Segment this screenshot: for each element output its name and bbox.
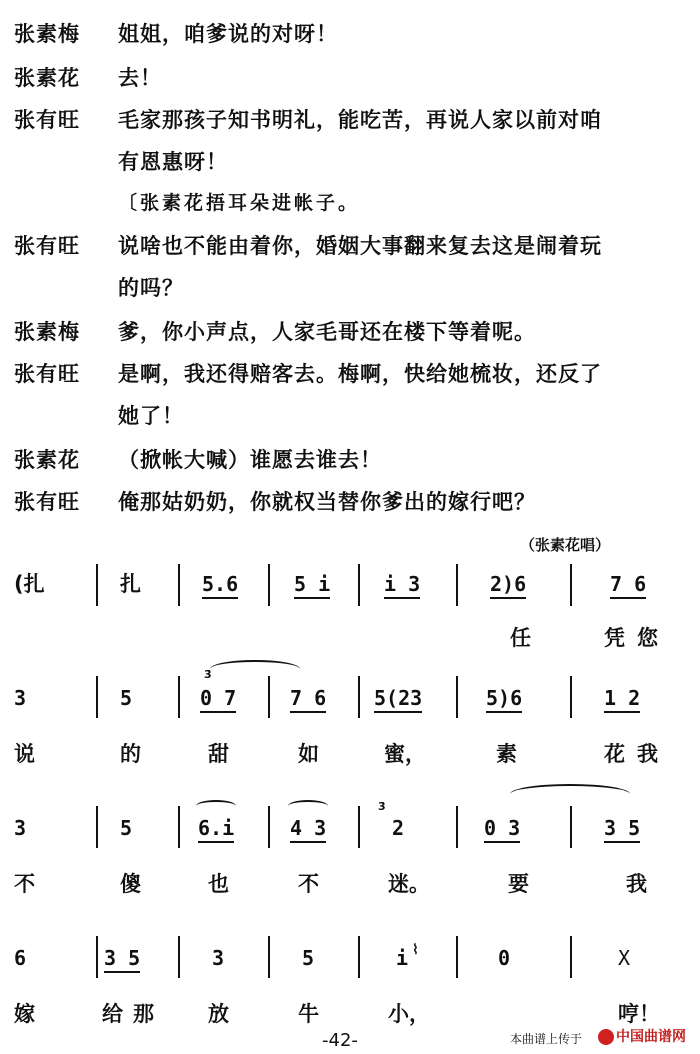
dialogue-text: 爹，你小声点，人家毛哥还在楼下等着呢。 <box>118 320 536 344</box>
bar-line <box>96 936 98 978</box>
lyric: 要 <box>508 872 529 896</box>
dialogue-line <box>0 272 700 312</box>
dialogue-line <box>0 444 700 484</box>
bar-line <box>178 806 180 848</box>
bar-line <box>570 676 572 718</box>
note-group: i 3 <box>384 572 420 599</box>
lyric: 我 <box>626 872 647 896</box>
speaker-name: 张素花 <box>14 448 80 472</box>
bar-line <box>570 564 572 606</box>
note-group: 5 <box>120 686 133 710</box>
note-group: 3 <box>14 816 27 840</box>
bar-line <box>456 806 458 848</box>
speaker-name: 张有旺 <box>14 362 80 386</box>
lyric: 任 <box>510 626 531 650</box>
note-group: 0 <box>498 946 511 970</box>
note-group: 7 6 <box>610 572 646 599</box>
bar-line <box>456 676 458 718</box>
speaker-name: 张素梅 <box>14 320 80 344</box>
dialogue-text: 说啥也不能由着你，婚姻大事翻来复去这是闹着玩 <box>118 234 602 258</box>
note-group: 6.i <box>198 816 234 843</box>
lyric: 不 <box>14 872 35 896</box>
logo-text: 中国曲谱网 <box>616 1029 686 1045</box>
note-group: 5 <box>120 816 133 840</box>
dialogue-text: 姐姐，咱爹说的对呀！ <box>118 22 338 46</box>
lyric: 哼！ <box>618 1002 660 1026</box>
dialogue-text: 她了！ <box>118 404 184 428</box>
fermata-mark: ⌇ <box>412 942 419 958</box>
bar-line <box>268 936 270 978</box>
speaker-name: 张有旺 <box>14 490 80 514</box>
bar-line <box>178 936 180 978</box>
note-group: 5(23 <box>374 686 422 713</box>
grace-note: 3̇ <box>204 668 212 681</box>
note-group: 5)6 <box>486 686 522 713</box>
speaker-name: 张素花 <box>14 66 80 90</box>
bar-line <box>570 936 572 978</box>
bar-line <box>358 564 360 606</box>
bar-line <box>456 564 458 606</box>
grace-note: 3̇ <box>378 800 386 813</box>
note-group: 扎 <box>120 572 141 596</box>
dialogue-line <box>0 486 700 526</box>
bar-line <box>268 564 270 606</box>
dialogue-text: 是啊，我还得赔客去。梅啊，快给她梳妆，还反了 <box>118 362 602 386</box>
note-group: 3 <box>212 946 225 970</box>
stage-direction-text: 〔张素花捂耳朵进帐子。 <box>118 192 361 214</box>
lyric: 甜 <box>208 742 229 766</box>
dialogue-text: （掀帐大喊）谁愿去谁去！ <box>118 448 382 472</box>
lyric: 放 <box>208 1002 229 1026</box>
dialogue-line <box>0 104 700 144</box>
lyric: 如 <box>298 742 319 766</box>
bar-line <box>268 676 270 718</box>
site-logo <box>598 1026 686 1046</box>
dialogue-text: 去！ <box>118 66 162 90</box>
note-group: (扎 <box>14 572 45 596</box>
speaker-name: 张有旺 <box>14 108 80 132</box>
slur <box>510 784 630 804</box>
lyric: 蜜， <box>384 742 426 766</box>
slur <box>288 800 328 812</box>
dialogue-line <box>0 146 700 186</box>
bar-line <box>178 564 180 606</box>
logo-icon <box>598 1029 614 1045</box>
lyric: 嫁 <box>14 1002 35 1026</box>
note-group: 4 3 <box>290 816 326 843</box>
slur <box>210 660 300 678</box>
lyric: 牛 <box>298 1002 319 1026</box>
note-group: 2)6 <box>490 572 526 599</box>
singer-note: （张素花唱） <box>520 536 611 554</box>
lyric: 迷。 <box>388 872 430 896</box>
upload-credit: 本曲谱上传于 <box>510 1032 583 1046</box>
lyric: 素 <box>496 742 517 766</box>
dialogue-line <box>0 316 700 356</box>
dialogue-line <box>0 358 700 398</box>
bar-line <box>456 936 458 978</box>
bar-line <box>570 806 572 848</box>
note-group: 0 7 <box>200 686 236 713</box>
note-group: 5 i <box>294 572 330 599</box>
note-group: 5 <box>302 946 315 970</box>
dialogue-text: 毛家那孩子知书明礼，能吃苦，再说人家以前对咱 <box>118 108 602 132</box>
note-group: 3 <box>14 686 27 710</box>
speaker-name: 张素梅 <box>14 22 80 46</box>
dialogue-line <box>0 400 700 440</box>
speaker-name: 张有旺 <box>14 234 80 258</box>
dialogue-line <box>0 62 700 102</box>
lyric: 小， <box>388 1002 430 1026</box>
lyric: 的 <box>120 742 141 766</box>
lyric: 凭您 <box>604 626 670 650</box>
note-group: 1 2 <box>604 686 640 713</box>
note-group: 3 5 <box>104 946 140 973</box>
lyric: 不 <box>298 872 319 896</box>
note-group: 5.6 <box>202 572 238 599</box>
bar-line <box>358 676 360 718</box>
bar-line <box>96 806 98 848</box>
note-group: X <box>618 946 631 970</box>
bar-line <box>178 676 180 718</box>
dialogue-line <box>0 230 700 270</box>
dialogue-text: 的吗？ <box>118 276 184 300</box>
note-group: 6 <box>14 946 27 970</box>
lyric: 给那 <box>102 1002 164 1026</box>
dialogue-text: 俺那姑奶奶，你就权当替你爹出的嫁行吧？ <box>118 490 536 514</box>
lyric: 说 <box>14 742 35 766</box>
lyric: 傻 <box>120 872 141 896</box>
note-group: 0 3 <box>484 816 520 843</box>
note-group: i <box>396 946 409 970</box>
note-group: 7 6 <box>290 686 326 713</box>
bar-line <box>96 564 98 606</box>
bar-line <box>96 676 98 718</box>
note-group: 2 <box>392 816 405 840</box>
slur <box>196 800 236 812</box>
lyric: 花我 <box>604 742 670 766</box>
dialogue-line <box>0 18 700 58</box>
note-group: 3 5 <box>604 816 640 843</box>
bar-line <box>268 806 270 848</box>
bar-line <box>358 806 360 848</box>
bar-line <box>358 936 360 978</box>
lyric: 也 <box>208 872 229 896</box>
dialogue-text: 有恩惠呀！ <box>118 150 228 174</box>
page-number: -42- <box>322 1030 358 1051</box>
stage-direction <box>0 188 700 228</box>
